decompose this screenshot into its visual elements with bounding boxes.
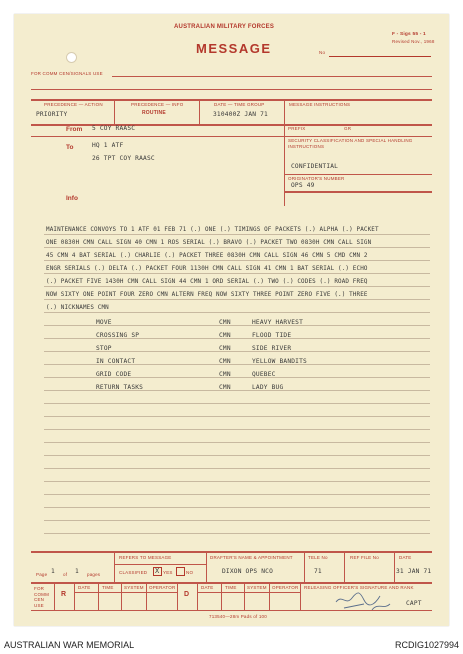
message-line: (.) NICKNAMES CMN xyxy=(46,305,109,311)
classified-yes-checkbox[interactable] xyxy=(153,567,162,576)
code-right: LADY BUG xyxy=(252,384,284,391)
from-label: From xyxy=(66,126,83,133)
form-title: MESSAGE xyxy=(196,41,272,56)
message-line: ONE 0830H CMN CALL SIGN 40 CMN 1 ROS SERIAL (.) BRAVO (.) PACKET TWO 0830H CMN CALL SIGN xyxy=(46,240,372,246)
pages-total: 1 xyxy=(75,568,79,575)
signature-scribble-icon xyxy=(334,588,404,612)
originator-value: OPS 49 xyxy=(291,182,315,189)
pages-label: pages xyxy=(87,572,101,577)
message-line: (.) PACKET FIVE 1430H CMN CALL SIGN 44 CMN 1 ORD SERIAL (.) TWO (.) CODES (.) ROAD FREQ xyxy=(46,279,368,285)
drafter-label: DRAFTER'S NAME & APPOINTMENT xyxy=(210,555,293,560)
code-left: STOP xyxy=(96,345,112,352)
message-line: ENGR SERIALS (.) DELTA (.) PACKET FOUR 1130H CMN CALL SIGN 41 CMN 1 BAT SERIAL (.) ECHO xyxy=(46,266,368,272)
code-left: RETURN TASKS xyxy=(96,384,144,391)
info-label: Info xyxy=(66,195,78,202)
releasing-officer-label: RELEASING OFFICER'S SIGNATURE AND RANK xyxy=(304,585,414,590)
message-line: 45 CMN 4 BAT SERIAL (.) CHARLIE (.) PACKET THREE 0830H CMN CALL SIGN 46 CMN 5 CMD CMN 2 xyxy=(46,253,368,259)
date-col-r: DATE xyxy=(78,585,91,590)
no-option-label: NO xyxy=(186,570,194,575)
gr-label: GR xyxy=(344,126,352,131)
org-title: AUSTRALIAN MILITARY FORCES xyxy=(174,24,275,30)
code-mid: CMN xyxy=(219,332,231,339)
to-line-2: 26 TPT COY RAASC xyxy=(92,155,155,162)
system-col-d: SYSTEM xyxy=(247,585,267,590)
footer-right: RCDIG1027994 xyxy=(394,640,459,650)
message-instructions-label: MESSAGE INSTRUCTIONS xyxy=(289,102,351,107)
code-right: QUEBEC xyxy=(252,371,276,378)
code-left: GRID CODE xyxy=(96,371,132,378)
checkbox-mark: X xyxy=(155,567,160,575)
message-line: MAINTENANCE CONVOYS TO 1 ATF 01 FEB 71 (.) ONE (.) TIMINGS OF PACKETS (.) ALPHA (.) PACKET xyxy=(46,227,379,233)
to-label: To xyxy=(66,144,74,151)
operator-col-d: OPERATOR xyxy=(272,585,299,590)
code-left: IN CONTACT xyxy=(96,358,136,365)
operator-col-r: OPERATOR xyxy=(149,585,176,590)
prefix-label: PREFIX xyxy=(288,126,306,131)
yes-label: YES xyxy=(163,570,173,575)
no-label: No xyxy=(319,50,326,55)
code-right: SIDE RIVER xyxy=(252,345,292,352)
page-number: 1 xyxy=(51,568,55,575)
security-value: CONFIDENTIAL xyxy=(291,163,339,170)
code-mid: CMN xyxy=(219,384,231,391)
from-value: 5 COY RAASC xyxy=(92,125,136,132)
code-left: MOVE xyxy=(96,319,112,326)
classified-no-checkbox[interactable] xyxy=(176,567,185,576)
ref-file-label: REF FILE No xyxy=(350,555,379,560)
form-id: F - Sigs 55 - 1 xyxy=(392,32,426,37)
date-label: DATE xyxy=(399,555,412,560)
r-label: R xyxy=(61,591,67,598)
code-left: CROSSING SP xyxy=(96,332,140,339)
of-label: of xyxy=(63,572,68,577)
capt-rank: CAPT xyxy=(406,600,422,607)
message-form xyxy=(14,14,449,626)
code-mid: CMN xyxy=(219,358,231,365)
to-line-1: HQ 1 ATF xyxy=(92,142,124,149)
classified-label: CLASSIFIED xyxy=(119,570,148,575)
code-right: HEAVY HARVEST xyxy=(252,319,304,326)
footer-left: AUSTRALIAN WAR MEMORIAL xyxy=(4,640,135,650)
time-col-r: TIME xyxy=(102,585,114,590)
code-right: YELLOW BANDITS xyxy=(252,358,307,365)
revised-date: Revised Nov., 1968 xyxy=(392,39,435,44)
system-col-r: SYSTEM xyxy=(124,585,144,590)
security-label: SECURITY CLASSIFICATION AND SPECIAL HANDLING INSTRUCTIONS xyxy=(288,138,413,149)
originator-label: ORIGINATOR'S NUMBER xyxy=(288,176,345,181)
precedence-info-value: ROUTINE xyxy=(142,110,166,116)
date-col-d: DATE xyxy=(201,585,214,590)
message-line: NOW SIXTY ONE POINT FOUR ZERO CMN ALTERN FREQ NOW SIXTY THREE POINT ZERO FIVE (.) THREE xyxy=(46,292,368,298)
page-label: Page xyxy=(36,572,48,577)
tele-label: TELE No xyxy=(308,555,328,560)
code-mid: CMN xyxy=(219,319,231,326)
code-right: FLOOD TIDE xyxy=(252,332,292,339)
precedence-action-label: PRECEDENCE — ACTION xyxy=(44,102,103,107)
precedence-action-value: PRIORITY xyxy=(36,111,68,118)
refers-label: REFERS TO MESSAGE xyxy=(119,555,172,560)
dtg-label: DATE — TIME GROUP xyxy=(214,102,265,107)
drafter-value: DIXON OPS NCO xyxy=(222,568,274,575)
dtg-value: 310400Z JAN 71 xyxy=(213,111,268,118)
code-mid: CMN xyxy=(219,345,231,352)
tele-value: 71 xyxy=(314,568,322,575)
date-value: 31 JAN 71 xyxy=(396,568,432,575)
code-mid: CMN xyxy=(219,371,231,378)
precedence-info-label: PRECEDENCE — INFO xyxy=(131,102,184,107)
comm-cen-use-label: FOR COMM CEN USE xyxy=(34,586,50,608)
comm-cen-label: FOR COMM CEN/SIGNALS USE xyxy=(31,71,103,76)
d-label: D xyxy=(184,591,190,598)
print-code: 713540—28m Pads of 100 xyxy=(209,614,267,619)
time-col-d: TIME xyxy=(225,585,237,590)
punch-hole xyxy=(66,52,77,63)
